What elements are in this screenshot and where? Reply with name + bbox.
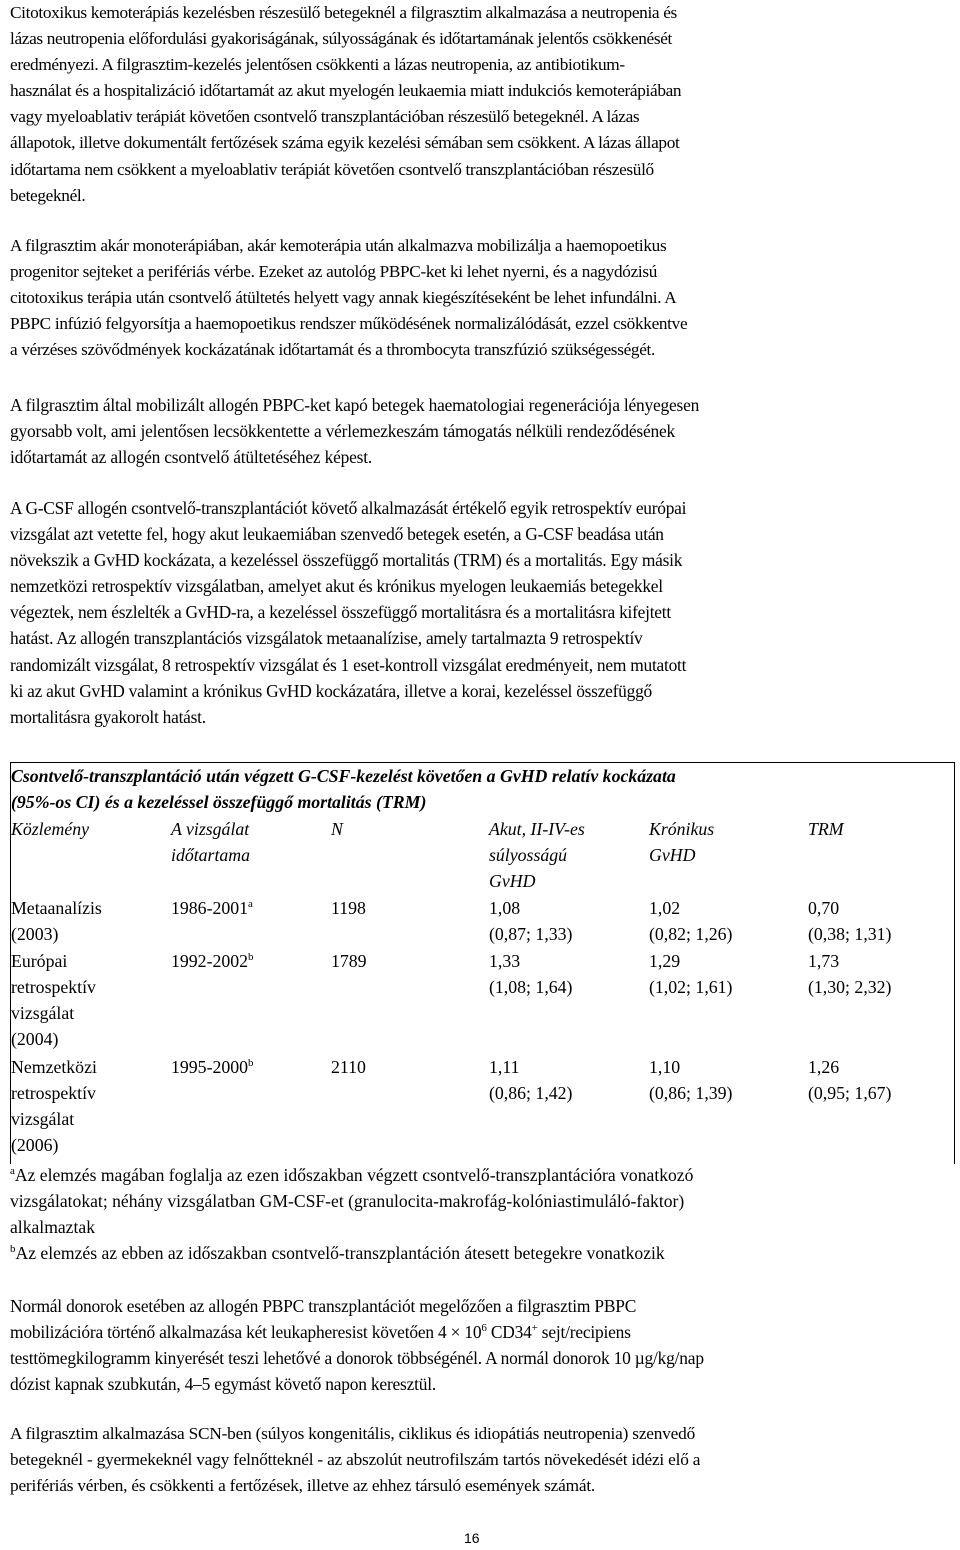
text-line: vagy myeloablativ terápiát követően csontvelő transzplantációban részesülő betegeknél. A lázas xyxy=(10,107,640,127)
text-line: progenitor sejteket a perifériás vérbe. Ezeket az autológ PBPC-ket ki lehet nyerni, és a nagydózisú xyxy=(10,262,658,282)
table-caption xyxy=(11,763,911,815)
text-line: A G-CSF allogén csontvelő-transzplantációt követő alkalmazását értékelő egyik retrospektív európai xyxy=(10,498,687,518)
cell-line: 1,02 xyxy=(649,898,681,918)
times-symbol: × xyxy=(450,1322,461,1343)
header-line: A vizsgálat xyxy=(171,819,250,839)
footnote-line xyxy=(10,1240,945,1266)
header-n xyxy=(331,816,343,842)
cell-line: (1,02; 1,61) xyxy=(649,977,733,997)
table-row-period xyxy=(171,948,254,974)
paragraph-normal-donors xyxy=(10,1293,945,1397)
table-footnotes xyxy=(10,1162,945,1266)
footnote-line: alkalmaztak xyxy=(10,1217,95,1237)
text-line: PBPC infúzió felgyorsítja a haemopoetikus rendszer működésének normalizálódását, ezzel csökkentve xyxy=(10,314,688,334)
table-row-chronic xyxy=(649,948,732,1000)
header-trm xyxy=(808,816,844,842)
text-line xyxy=(10,1319,945,1345)
cell-line: 1,29 xyxy=(649,951,681,971)
text-line: gyorsabb volt, ami jelentősen lecsökkentette a vérlemezkeszám támogatás nélküli rendeződésének xyxy=(10,421,675,442)
footnote-line xyxy=(10,1162,945,1188)
text-line: randomizált vizsgálat, 8 retrospektív vizsgálat és 1 eset-kontroll vizsgálat eredményeit, nem mutatott xyxy=(10,654,687,675)
cell-line: retrospektív xyxy=(11,1083,96,1103)
footnote-text: Az elemzés az ebben az időszakban csontvelő-transzplantáción átesett betegekre vonatkozik xyxy=(15,1243,665,1263)
footnote-mark: b xyxy=(10,1243,16,1256)
header-line: Közlemény xyxy=(11,819,90,839)
text-line: citotoxikus terápia után csontvelő átültetés helyett vagy annak kiegészítéseként be lehet infundálni. A xyxy=(10,288,677,308)
header-line: súlyosságú xyxy=(489,845,568,865)
cell-line: (1,08; 1,64) xyxy=(489,977,573,997)
cell-line: Európai xyxy=(11,951,68,971)
table-row-n: 1789 xyxy=(331,951,367,971)
paragraph-scn xyxy=(10,1421,945,1499)
cell-line: (0,82; 1,26) xyxy=(649,924,733,944)
cell-line: (0,86; 1,42) xyxy=(489,1083,573,1103)
table-row-study xyxy=(11,948,96,1052)
cell-line: 1,08 xyxy=(489,898,521,918)
table-row-study xyxy=(11,895,102,947)
cell-line: retrospektív xyxy=(11,977,96,997)
cell-text: 1995-2000 xyxy=(171,1057,249,1077)
cell-line: 1,26 xyxy=(808,1057,840,1077)
cell-line: 1,10 xyxy=(649,1057,681,1077)
text-line: A filgrasztim alkalmazása SCN-ben (súlyos kongenitális, ciklikus és idiopátiás neutropenia) szenvedő xyxy=(10,1424,696,1443)
text-line: időtartama nem csökkent a myeloablativ terápiát követően csontvelő transzplantációban részesülő xyxy=(10,159,654,179)
text-line: vizsgálat azt vetette fel, hogy akut leukaemiában szenvedő betegek esetén, a G-CSF beadása után xyxy=(10,524,664,545)
text-line: használat és a hospitalizáció időtartamát az akut myelogén leukaemia miatt indukciós kemoterápiában xyxy=(10,81,682,101)
text-line: időtartamát az allogén csontvelő átültetéséhez képest. xyxy=(10,447,372,468)
text-part: 10 xyxy=(460,1322,482,1343)
text-line: Normál donorok esetében az allogén PBPC transzplantációt megelőzően a filgrasztim PBPC xyxy=(10,1296,637,1316)
paragraph-neutropenia xyxy=(10,0,945,209)
text-line: állapotok, illetve dokumentált fertőzések száma egyik kezelési sémában sem csökkent. A lázas állapot xyxy=(10,133,680,153)
exponent: 6 xyxy=(481,1322,487,1335)
text-line: mortalitásra gyakorolt hatást. xyxy=(10,706,206,727)
header-study xyxy=(11,816,89,842)
cell-line: vizsgálat xyxy=(11,1003,75,1023)
cell-line: 1,11 xyxy=(489,1057,520,1077)
cell-line: (0,86; 1,39) xyxy=(649,1083,733,1103)
text-part: sejt/recipiens xyxy=(537,1322,631,1343)
cell-line: 1,73 xyxy=(808,951,840,971)
header-line: TRM xyxy=(808,819,844,839)
table-row-n: 1198 xyxy=(331,898,366,918)
header-line: időtartama xyxy=(171,845,251,865)
paragraph-allogeneic-pbpc xyxy=(10,392,945,470)
paragraph-gvhd-studies xyxy=(10,495,945,730)
table-row-acute xyxy=(489,1054,572,1106)
gvhd-risk-table xyxy=(10,762,955,1164)
footnote-mark: a xyxy=(10,1165,15,1178)
table-row-trm xyxy=(808,948,891,1000)
cell-line: 0,70 xyxy=(808,898,840,918)
text-line: nemzetközi retrospektív vizsgálatban, amelyet akut és krónikus myelogen leukaemiás betegekkel xyxy=(10,576,663,597)
text-line: betegeknél - gyermekeknél vagy felnőtteknél - az abszolút neutrofilszám tartós növekedését idézi elő a xyxy=(10,1450,701,1470)
text-part: mobilizációra történő alkalmazása két leukapheresist követően 4 xyxy=(10,1322,451,1343)
table-caption-line: Csontvelő-transzplantáció után végzett G-CSF-kezelést követően a GvHD relatív kockázata xyxy=(11,766,676,786)
text-line: ki az akut GvHD valamint a krónikus GvHD kockázatára, illetve a korai, kezeléssel összefüggő xyxy=(10,680,652,701)
table-row-acute xyxy=(489,895,572,947)
footnote-mark: a xyxy=(248,898,253,911)
superscript-plus: + xyxy=(531,1322,538,1335)
paragraph-mobilization xyxy=(10,233,945,363)
page-number: 16 xyxy=(464,1530,480,1546)
cell-line: (0,38; 1,31) xyxy=(808,924,892,944)
header-acute-gvhd xyxy=(489,816,585,894)
header-line: Krónikus xyxy=(649,819,715,839)
text-line: végeztek, nem észlelték a GvHD-ra, a kezeléssel összefüggő mortalitásra és a mortalitásra kifejtett xyxy=(10,602,671,623)
text-line: hatást. Az allogén transzplantációs vizsgálatok metaanalízise, amely tartalmazta 9 retrospektív xyxy=(10,628,643,649)
text-line: növekszik a GvHD kockázata, a kezeléssel összefüggő mortalitás (TRM) és a mortalitás. Egy másik xyxy=(10,550,683,571)
cell-line: (0,95; 1,67) xyxy=(808,1083,892,1103)
text-line: lázas neutropenia előfordulási gyakoriságának, súlyosságának és időtartamának jelentős csökkenését xyxy=(10,29,672,49)
cell-line: (2006) xyxy=(11,1135,59,1155)
table-row-n: 2110 xyxy=(331,1057,366,1077)
table-row-study xyxy=(11,1054,97,1158)
cell-line: Nemzetközi xyxy=(11,1057,97,1077)
text-line: dózist kapnak szubkután, 4–5 egymást követő napon keresztül. xyxy=(10,1374,437,1395)
cell-line: (1,30; 2,32) xyxy=(808,977,892,997)
header-period xyxy=(171,816,250,868)
table-row-trm xyxy=(808,1054,891,1106)
header-line: GvHD xyxy=(489,871,536,891)
table-caption-line: (95%-os CI) és a kezeléssel összefüggő mortalitás (TRM) xyxy=(11,792,427,812)
cell-text: 1986-2001 xyxy=(171,898,249,918)
table-row-chronic xyxy=(649,1054,732,1106)
table-row-chronic xyxy=(649,895,732,947)
text-line: A filgrasztim által mobilizált allogén PBPC-ket kapó betegek haematologiai regenerációja lényegesen xyxy=(10,395,700,415)
cell-text: 1992-2002 xyxy=(171,951,249,971)
table-row-period xyxy=(171,1054,254,1080)
text-line: a vérzéses szövődmények kockázatának időtartamát és a thrombocyta transzfúzió szükségességét. xyxy=(10,340,656,360)
header-chronic-gvhd xyxy=(649,816,714,868)
text-line: betegeknél. xyxy=(10,185,86,205)
text-part: CD34 xyxy=(486,1322,532,1343)
text-line: eredményezi. A filgrasztim-kezelés jelentősen csökkenti a lázas neutropenia, az antibiotikum- xyxy=(10,55,625,75)
header-line: GvHD xyxy=(649,845,696,865)
table-row-trm xyxy=(808,895,891,947)
text-line: perifériás vérben, és csökkenti a fertőzések, illetve az ehhez társuló események számát. xyxy=(10,1476,596,1496)
footnote-mark: b xyxy=(248,1057,254,1070)
table-row-period xyxy=(171,895,253,921)
footnote-text: Az elemzés magában foglalja az ezen időszakban végzett csontvelő-transzplantációra vonatkozó xyxy=(14,1165,694,1185)
cell-line: Metaanalízis xyxy=(11,898,102,918)
header-line: Akut, II-IV-es xyxy=(489,819,585,839)
cell-line: vizsgálat xyxy=(11,1109,75,1129)
cell-line: (0,87; 1,33) xyxy=(489,924,573,944)
cell-line: 1,33 xyxy=(489,951,521,971)
text-line: A filgrasztim akár monoterápiában, akár kemoterápia után alkalmazva mobilizálja a haemopoetikus xyxy=(10,236,667,255)
cell-line: (2004) xyxy=(11,1029,59,1049)
cell-line: (2003) xyxy=(11,924,59,944)
footnote-mark: b xyxy=(248,951,254,964)
header-line: N xyxy=(331,819,343,839)
text-line: testtömegkilogramm kinyerését teszi lehetővé a donorok többségénél. A normál donorok 10 µg/kg/nap xyxy=(10,1348,704,1369)
table-row-acute xyxy=(489,948,572,1000)
footnote-line: vizsgálatokat; néhány vizsgálatban GM-CSF-et (granulocita-makrofág-kolóniastimuláló-faktor) xyxy=(10,1191,685,1211)
text-line: Citotoxikus kemoterápiás kezelésben részesülő betegeknél a filgrasztim alkalmazása a neutropenia és xyxy=(10,3,677,22)
